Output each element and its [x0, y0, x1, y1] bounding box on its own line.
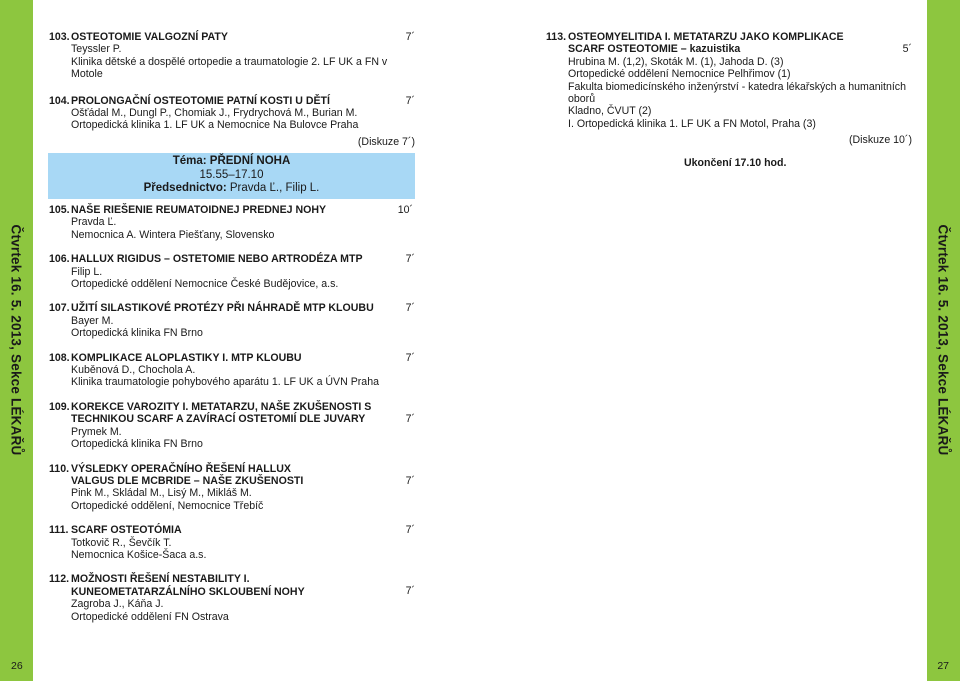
- entry-duration: 7´: [405, 585, 415, 598]
- theme-label: Téma:: [172, 155, 207, 167]
- entry-title: HALLUX RIGIDUS – OSTETOMIE NEBO ARTRODÉZA MTP: [71, 253, 363, 266]
- program-entry: [49, 204, 415, 241]
- top-right-column: [546, 31, 912, 161]
- session-entries: [49, 204, 415, 623]
- entry-institution: Nemocnica A. Wintera Piešťany, Slovensko: [71, 228, 275, 241]
- entry-number: 105.: [49, 204, 70, 216]
- program-entry: [49, 31, 415, 81]
- program-entry: [49, 524, 415, 561]
- entry-authors: Teyssler P.: [71, 43, 122, 56]
- top-left-column: [49, 31, 415, 162]
- entry-institution: Ortopedická klinika FN Brno: [71, 327, 203, 340]
- entry-institution: Kladno, ČVUT (2): [568, 105, 652, 118]
- entry-number: 113.: [546, 31, 567, 43]
- entry-number: 111.: [49, 524, 69, 537]
- entry-authors: Kuběnová D., Chochola A.: [71, 364, 196, 377]
- entry-number: 108.: [49, 351, 70, 364]
- entry-authors: Bayer M.: [71, 314, 114, 327]
- entry-duration: 7´: [405, 351, 415, 364]
- entry-number: 110.: [49, 462, 70, 475]
- right-side-bar: [927, 0, 960, 681]
- entry-duration: 7´: [405, 302, 415, 315]
- entry-institution: Ortopedická klinika 1. LF UK a Nemocnice Na Bulovce Praha: [71, 119, 359, 132]
- entry-title: VÝSLEDKY OPERAČNÍHO ŘEŠENÍ HALLUX VALGUS DLE MCBRIDE – NAŠE ZKUŠENOSTI: [71, 462, 304, 487]
- session-time: 15.55–17.10: [199, 168, 264, 181]
- left-side-label: Čtvrtek 16. 5. 2013, Sekce LÉKAŘŮ: [8, 224, 24, 456]
- program-entry: [49, 401, 415, 451]
- entry-institution: Nemocnica Košice-Šaca a.s.: [71, 548, 207, 561]
- program-entry: [49, 95, 415, 149]
- session-chairs: Pravda Ľ., Filip L.: [229, 182, 320, 194]
- program-entry: [49, 352, 415, 389]
- entry-title: UŽITÍ SILASTIKOVÉ PROTÉZY PŘI NÁHRADĚ MTP KLOUBU: [71, 302, 374, 315]
- entry-title: SCARF OSTEOTÓMIA: [71, 524, 182, 537]
- entry-institution: I. Ortopedická klinika 1. LF UK a FN Motol, Praha (3): [568, 117, 816, 130]
- entry-duration: 7´: [405, 474, 415, 487]
- program-entry: [546, 31, 912, 147]
- entry-duration: 7´: [405, 94, 415, 107]
- program-entry: [49, 573, 415, 623]
- discussion-time: (Diskuze 7´): [357, 135, 415, 148]
- entry-number: 112.: [49, 573, 70, 586]
- entry-number: 104.: [49, 94, 70, 107]
- entry-institution: Ortopedické oddělení, Nemocnice Třebíč: [71, 499, 264, 512]
- entry-title: OSTEOMYELITIDA I. METATARZU JAKO KOMPLIKACE SCARF OSTEOTOMIE – kazuistika: [568, 31, 844, 56]
- entry-number: 109.: [49, 400, 70, 413]
- program-entry: [49, 253, 415, 290]
- entry-duration: 7´: [405, 524, 415, 537]
- session-end-note: Ukončení 17.10 hod.: [684, 157, 787, 169]
- session-header: [48, 153, 415, 199]
- session-theme: PŘEDNÍ NOHA: [209, 155, 291, 167]
- entry-title: KOMPLIKACE ALOPLASTIKY I. MTP KLOUBU: [71, 351, 302, 364]
- entry-authors: Pink M., Skládal M., Lisý M., Mikláš M.: [71, 487, 252, 500]
- program-entry: [49, 463, 415, 513]
- entry-institution: Ortopedické oddělení FN Ostrava: [71, 610, 229, 623]
- entry-authors: Filip L.: [71, 265, 103, 278]
- entry-title: OSTEOTOMIE VALGOZNÍ PATY: [71, 31, 228, 43]
- entry-number: 103.: [49, 31, 70, 43]
- entry-institution: Ortopedická klinika FN Brno: [71, 438, 203, 451]
- page-number-right: 27: [937, 660, 949, 672]
- entry-title: KOREKCE VAROZITY I. METATARZU, NAŠE ZKUŠENOSTI S TECHNIKOU SCARF A ZAVÍRACÍ OSTETOMIÍ DLE JUVARY: [71, 400, 372, 426]
- entry-authors: Pravda Ľ.: [71, 216, 117, 229]
- entry-title: MOŽNOSTI ŘEŠENÍ NESTABILITY I. KUNEOMETATARZÁLNÍHO SKLOUBENÍ NOHY: [71, 573, 305, 598]
- chairs-label: Předsednictvo:: [143, 182, 227, 194]
- entry-duration: 7´: [405, 253, 415, 266]
- program-entry: [49, 302, 415, 339]
- discussion-time: (Diskuze 10´): [849, 134, 912, 147]
- entry-authors: Hrubina M. (1,2), Skoták M. (1), Jahoda D. (3): [568, 55, 784, 68]
- entry-duration: 7´: [405, 412, 415, 425]
- entry-authors: Ošťádal M., Dungl P., Chomiak J., Frydrychová M., Burian M.: [71, 107, 358, 120]
- entry-duration: 5´: [902, 43, 912, 55]
- page-number-left: 26: [11, 660, 23, 672]
- entry-authors: Zagroba J., Káňa J.: [71, 598, 164, 611]
- left-side-bar: [0, 0, 33, 681]
- entry-authors: Totkovič R., Ševčík T.: [71, 536, 172, 549]
- entry-duration: 7´: [405, 31, 415, 43]
- right-side-label: Čtvrtek 16. 5. 2013, Sekce LÉKAŘŮ: [935, 224, 951, 456]
- entry-institution: Fakulta biomedicínského inženýrství - katedra lékařských a humanitních oborů: [568, 80, 906, 106]
- entry-authors: Prymek M.: [71, 425, 122, 438]
- entry-number: 107.: [49, 302, 70, 315]
- entry-duration: 10´: [397, 204, 413, 216]
- entry-institution: Klinika traumatologie pohybového aparátu 1. LF UK a ÚVN Praha: [71, 376, 379, 389]
- entry-title: NAŠE RIEŠENIE REUMATOIDNEJ PREDNEJ NOHY: [71, 204, 327, 216]
- entry-number: 106.: [49, 253, 70, 266]
- entry-institution: Ortopedické oddělení Nemocnice Pelhřimov (1): [568, 68, 791, 81]
- entry-institution: Ortopedické oddělení Nemocnice České Budějovice, a.s.: [71, 278, 339, 291]
- entry-institution: Klinika dětské a dospělé ortopedie a traumatologie 2. LF UK a FN v Motole: [71, 55, 388, 81]
- entry-title: PROLONGAČNÍ OSTEOTOMIE PATNÍ KOSTI U DĚTÍ: [71, 94, 330, 107]
